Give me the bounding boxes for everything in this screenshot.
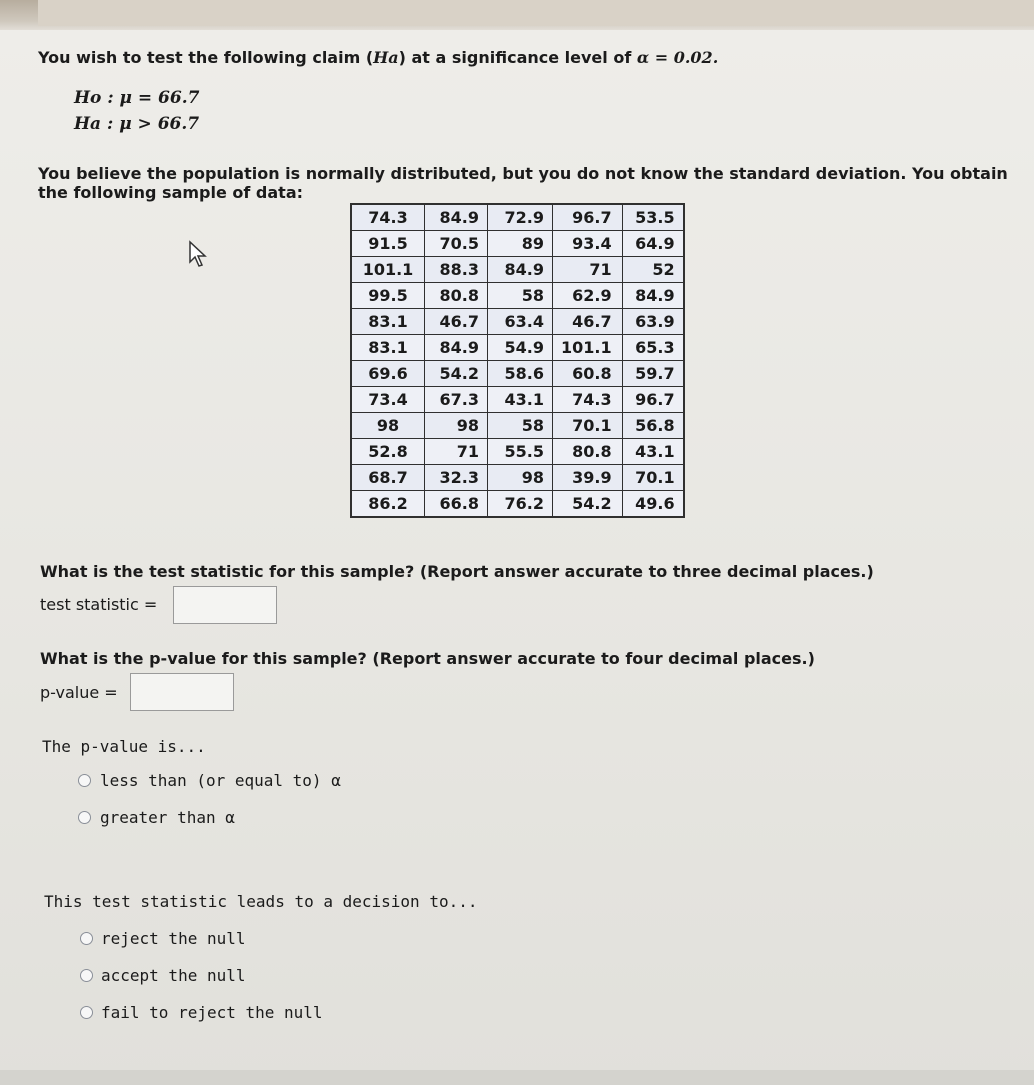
table-cell: 70.1 — [622, 465, 684, 491]
claim-statement — [38, 48, 718, 67]
option-reject-null[interactable]: reject the null — [101, 929, 246, 948]
table-cell: 54.2 — [425, 361, 488, 387]
table-cell: 96.7 — [622, 387, 684, 413]
table-cell: 101.1 — [351, 257, 425, 283]
table-row — [351, 231, 684, 257]
table-cell: 58 — [488, 283, 553, 309]
radio-greater-than-alpha[interactable] — [78, 811, 91, 824]
test-statistic-label: test statistic = — [40, 595, 158, 614]
radio-fail-to-reject-null[interactable] — [80, 1006, 93, 1019]
table-cell: 98 — [425, 413, 488, 439]
option-accept-null[interactable]: accept the null — [101, 966, 246, 985]
table-row — [351, 335, 684, 361]
table-cell: 72.9 — [488, 204, 553, 231]
table-cell: 54.2 — [553, 491, 623, 518]
table-cell: 65.3 — [622, 335, 684, 361]
table-cell: 83.1 — [351, 335, 425, 361]
table-cell: 63.4 — [488, 309, 553, 335]
table-cell: 73.4 — [351, 387, 425, 413]
p-value-prompt: What is the p-value for this sample? (Report answer accurate to four decimal places.) — [40, 649, 815, 668]
top-strip — [0, 0, 1034, 30]
table-cell: 63.9 — [622, 309, 684, 335]
table-cell: 86.2 — [351, 491, 425, 518]
table-row — [351, 465, 684, 491]
radio-less-than-alpha[interactable] — [78, 774, 91, 787]
radio-accept-null[interactable] — [80, 969, 93, 982]
radio-reject-null[interactable] — [80, 932, 93, 945]
table-cell: 71 — [553, 257, 623, 283]
table-cell: 53.5 — [622, 204, 684, 231]
table-row — [351, 361, 684, 387]
table-cell: 32.3 — [425, 465, 488, 491]
table-cell: 58.6 — [488, 361, 553, 387]
table-cell: 46.7 — [425, 309, 488, 335]
table-cell: 52 — [622, 257, 684, 283]
option-greater-than-alpha[interactable]: greater than α — [100, 808, 235, 827]
table-row — [351, 439, 684, 465]
mouse-cursor-icon — [188, 240, 214, 270]
claim-prefix: You wish to test the following claim ( — [38, 48, 374, 67]
table-cell: 76.2 — [488, 491, 553, 518]
table-cell: 66.8 — [425, 491, 488, 518]
table-row — [351, 309, 684, 335]
table-cell: 69.6 — [351, 361, 425, 387]
p-value-comparison-prompt: The p-value is... — [42, 737, 206, 756]
table-cell: 83.1 — [351, 309, 425, 335]
option-less-than-alpha[interactable]: less than (or equal to) α — [100, 771, 341, 790]
claim-middle: ) at a significance level of — [398, 48, 637, 67]
table-cell: 74.3 — [553, 387, 623, 413]
table-cell: 39.9 — [553, 465, 623, 491]
table-row — [351, 387, 684, 413]
p-value-input[interactable] — [130, 673, 234, 711]
table-row — [351, 283, 684, 309]
table-cell: 84.9 — [425, 204, 488, 231]
table-cell: 70.1 — [553, 413, 623, 439]
table-cell: 91.5 — [351, 231, 425, 257]
table-cell: 68.7 — [351, 465, 425, 491]
table-cell: 54.9 — [488, 335, 553, 361]
table-cell: 84.9 — [622, 283, 684, 309]
decision-prompt: This test statistic leads to a decision to... — [44, 892, 478, 911]
table-cell: 64.9 — [622, 231, 684, 257]
table-row — [351, 491, 684, 518]
table-row — [351, 204, 684, 231]
table-cell: 70.5 — [425, 231, 488, 257]
table-cell: 88.3 — [425, 257, 488, 283]
table-cell: 101.1 — [553, 335, 623, 361]
claim-ha: Ha — [373, 48, 399, 67]
table-cell: 98 — [351, 413, 425, 439]
table-cell: 52.8 — [351, 439, 425, 465]
sample-data-table — [350, 203, 685, 518]
table-cell: 80.8 — [425, 283, 488, 309]
table-cell: 84.9 — [488, 257, 553, 283]
table-cell: 58 — [488, 413, 553, 439]
table-cell: 49.6 — [622, 491, 684, 518]
alternative-hypothesis: Ha : μ > 66.7 — [74, 114, 200, 134]
description-line-2: the following sample of data: — [38, 183, 304, 202]
table-cell: 56.8 — [622, 413, 684, 439]
p-value-label: p-value = — [40, 683, 118, 702]
table-row — [351, 413, 684, 439]
table-cell: 55.5 — [488, 439, 553, 465]
bottom-band — [0, 1070, 1034, 1085]
alpha-value: α = 0.02. — [636, 48, 719, 67]
table-cell: 84.9 — [425, 335, 488, 361]
option-fail-to-reject-null[interactable]: fail to reject the null — [101, 1003, 323, 1022]
table-cell: 43.1 — [488, 387, 553, 413]
table-cell: 62.9 — [553, 283, 623, 309]
test-statistic-prompt: What is the test statistic for this sample? (Report answer accurate to three decimal places.) — [40, 562, 874, 581]
description-line-1: You believe the population is normally distributed, but you do not know the standard deviation. You obtain — [38, 164, 1008, 183]
table-cell: 96.7 — [553, 204, 623, 231]
table-cell: 89 — [488, 231, 553, 257]
table-cell: 43.1 — [622, 439, 684, 465]
top-strip-inner — [38, 0, 1034, 26]
null-hypothesis: Ho : μ = 66.7 — [74, 88, 200, 108]
table-cell: 71 — [425, 439, 488, 465]
table-cell: 74.3 — [351, 204, 425, 231]
test-statistic-input[interactable] — [173, 586, 277, 624]
table-cell: 99.5 — [351, 283, 425, 309]
table-cell: 67.3 — [425, 387, 488, 413]
table-cell: 80.8 — [553, 439, 623, 465]
table-cell: 59.7 — [622, 361, 684, 387]
table-cell: 93.4 — [553, 231, 623, 257]
table-cell: 46.7 — [553, 309, 623, 335]
table-cell: 98 — [488, 465, 553, 491]
table-row — [351, 257, 684, 283]
table-cell: 60.8 — [553, 361, 623, 387]
